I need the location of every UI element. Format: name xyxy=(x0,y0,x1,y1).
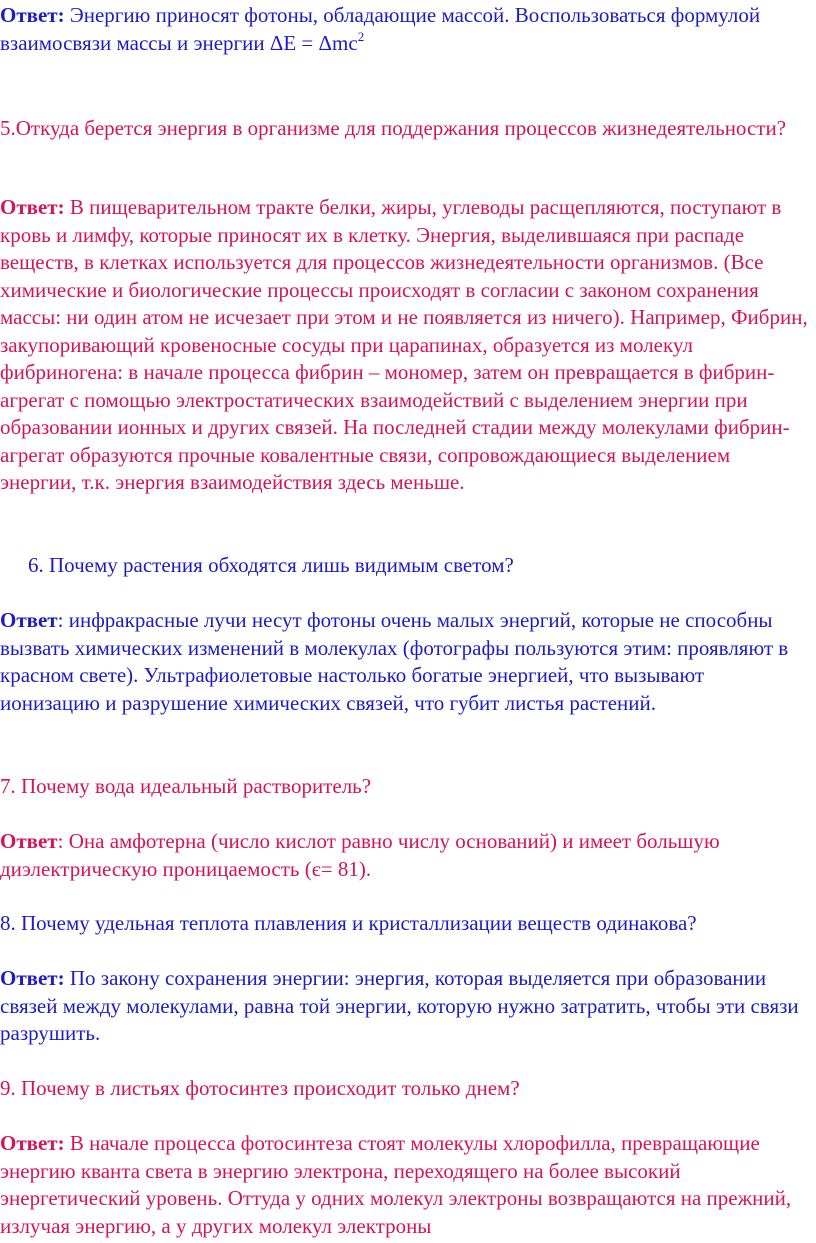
answer-text: : инфракрасные лучи несут фотоны очень малых энергий, которые не способны вызвать химических изменений в молекулах (фотографы пользуются этим: проявляют в красном свете). Ультрафиолетовые настолько богатые энергией, что вызывают ионизацию и разрушение химических связей, что губит листья растений. xyxy=(0,608,789,715)
answer-label: Ответ: xyxy=(0,195,65,219)
answer-7-paragraph xyxy=(0,828,808,883)
answer-label: Ответ xyxy=(0,829,58,853)
answer-label: Ответ: xyxy=(0,1131,65,1155)
answer-6-paragraph xyxy=(0,607,808,717)
question-7: 7. Почему вода идеальный растворитель? xyxy=(0,774,372,798)
answer-text: : Она амфотерна (число кислот равно числу оснований) и имеет большую диэлектрическую проницаемость (є= 81). xyxy=(0,829,720,881)
question-5: 5.Откуда берется энергия в организме для поддержания процессов жизнедеятельности? xyxy=(0,116,787,140)
superscript: 2 xyxy=(357,28,365,44)
answer-4-paragraph xyxy=(0,2,808,57)
answer-8-paragraph xyxy=(0,965,808,1048)
answer-9-paragraph xyxy=(0,1130,808,1240)
answer-label: Ответ: xyxy=(0,3,65,27)
question-9: 9. Почему в листьях фотосинтез происходит только днем? xyxy=(0,1076,520,1100)
answer-5-paragraph xyxy=(0,194,808,497)
answer-text: Энергию приносят фотоны, обладающие массой. Воспользоваться формулой взаимосвязи массы и энергии ΔE = Δmc xyxy=(0,3,761,55)
answer-label: Ответ: xyxy=(0,966,65,990)
answer-text: По закону сохранения энергии: энергия, которая выделяется при образовании связей между молекулами, равна той энергии, которую нужно затратить, чтобы эти связи разрушить. xyxy=(0,966,799,1045)
question-8: 8. Почему удельная теплота плавления и кристаллизации веществ одинакова? xyxy=(0,911,697,935)
answer-label: Ответ xyxy=(0,608,58,632)
answer-text: В начале процесса фотосинтеза стоят молекулы хлорофилла, превращающие энергию кванта света в энергию электрона, переходящего на более высокий энергетический уровень. Оттуда у одних молекул электроны возвращаются на прежний, излучая энергию, а у других молекул электроны xyxy=(0,1131,792,1238)
answer-text: В пищеварительном тракте белки, жиры, углеводы расщепляются, поступают в кровь и лимфу, которые приносят их в клетку. Энергия, выделившаяся при распаде веществ, в клетках используется для процессов жизнедеятельности организмов. (Все химические и биологические процессы происходят в согласии с законом сохранения массы: ни один атом не исчезает при этом и не появляется из ничего). Например, Фибрин, закупоривающий кровеносные сосуды при царапинах, образуется из молекул фибриногена: в начале процесса фибрин – мономер, затем он превращается в фибрин-агрегат с помощью электростатических взаимодействий с выделением энергии при образовании ионных и других связей. На последней стадии между молекулами фибрин-агрегат образуются прочные ковалентные связи, сопровождающиеся выделением энергии, т.к. энергия взаимодействия здесь меньше. xyxy=(0,195,808,494)
question-6: 6. Почему растения обходятся лишь видимым светом? xyxy=(28,553,514,577)
